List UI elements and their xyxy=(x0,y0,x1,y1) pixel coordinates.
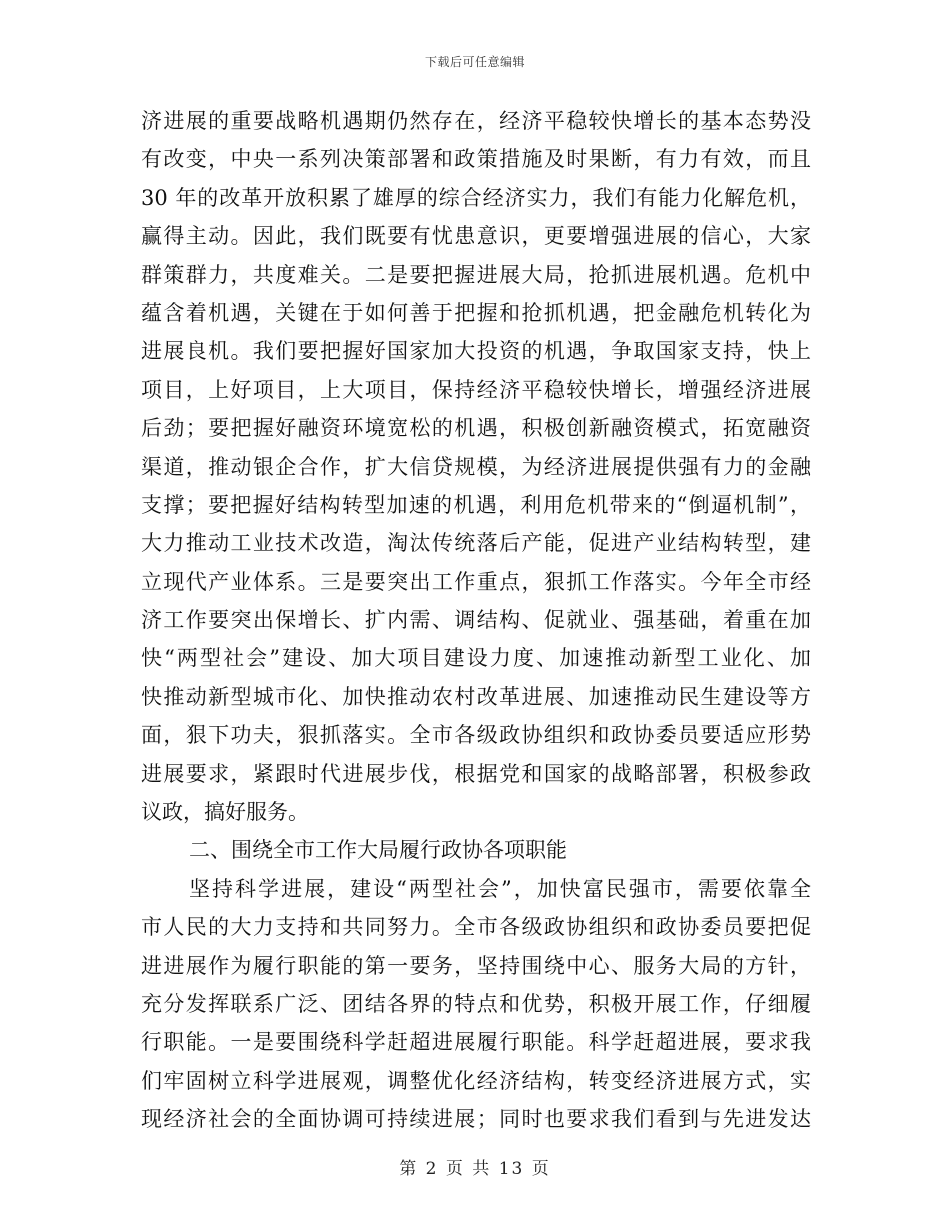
text-line: 面，狠下功夫，狠抓落实。全市各级政协组织和政协委员要适应形势 xyxy=(141,723,811,748)
text-line: 大力推动工业技术改造，淘汰传统落后产能，促进产业结构转型，建 xyxy=(141,531,811,556)
text-line: 赢得主动。因此，我们既要有忧患意识，更要增强进展的信心，大家 xyxy=(141,224,811,249)
text-line: 济工作要突出保增长、扩内需、调结构、促就业、强基础，着重在加 xyxy=(141,608,811,633)
text-line: 市人民的大力支持和共同努力。全市各级政协组织和政协委员要把促 xyxy=(141,915,811,940)
text-line: 现经济社会的全面协调可持续进展；同时也要求我们看到与先进发达 xyxy=(141,1107,811,1132)
text-line: 坚持科学进展，建设“两型社会”，加快富民强市，需要依靠全 xyxy=(189,876,811,901)
text-line: 支撑；要把握好结构转型加速的机遇，利用危机带来的“倒逼机制”， xyxy=(141,492,811,517)
text-line: 快“两型社会”建设、加大项目建设力度、加速推动新型工业化、加 xyxy=(141,646,811,671)
text-line: 项目，上好项目，上大项目，保持经济平稳较快增长，增强经济进展 xyxy=(141,377,811,402)
text-line: 充分发挥联系广泛、团结各界的特点和优势，积极开展工作，仔细履 xyxy=(141,991,811,1016)
text-line: 群策群力，共度难关。二是要把握进展大局，抢抓进展机遇。危机中 xyxy=(141,262,811,287)
text-line: 后劲；要把握好融资环境宽松的机遇，积极创新融资模式，拓宽融资 xyxy=(141,416,811,441)
page-number: 第 2 页 共 13 页 xyxy=(399,1159,551,1179)
text-line: 行职能。一是要围绕科学赶超进展履行职能。科学赶超进展，要求我 xyxy=(141,1030,811,1055)
text-line: 进展要求，紧跟时代进展步伐，根据党和国家的战略部署，积极参政 xyxy=(141,761,811,786)
text-line: 快推动新型城市化、加快推动农村改革进展、加速推动民生建设等方 xyxy=(141,684,811,709)
text-line: 济进展的重要战略机遇期仍然存在，经济平稳较快增长的基本态势没 xyxy=(141,109,811,133)
header-note: 下载后可任意编辑 xyxy=(424,55,525,69)
section-heading: 二、围绕全市工作大局履行政协各项职能 xyxy=(189,838,567,863)
text-line: 进展良机。我们要把握好国家加大投资的机遇，争取国家支持，快上 xyxy=(141,339,811,364)
text-line: 渠道，推动银企合作，扩大信贷规模，为经济进展提供强有力的金融 xyxy=(141,454,811,479)
text-line: 30 年的改革开放积累了雄厚的综合经济实力，我们有能力化解危机， xyxy=(141,185,811,210)
text-line: 有改变，中央一系列决策部署和政策措施及时果断，有力有效，而且 xyxy=(141,147,811,172)
text-line: 议政，搞好服务。 xyxy=(141,800,309,825)
text-line: 进进展作为履行职能的第一要务，坚持围绕中心、服务大局的方针， xyxy=(141,953,811,978)
text-line: 立现代产业体系。三是要突出工作重点，狠抓工作落实。今年全市经 xyxy=(141,569,811,594)
text-line: 们牢固树立科学进展观，调整优化经济结构，转变经济进展方式，实 xyxy=(141,1068,811,1093)
body-text xyxy=(141,102,811,1139)
text-line: 蕴含着机遇，关键在于如何善于把握和抢抓机遇，把金融危机转化为 xyxy=(141,300,811,325)
